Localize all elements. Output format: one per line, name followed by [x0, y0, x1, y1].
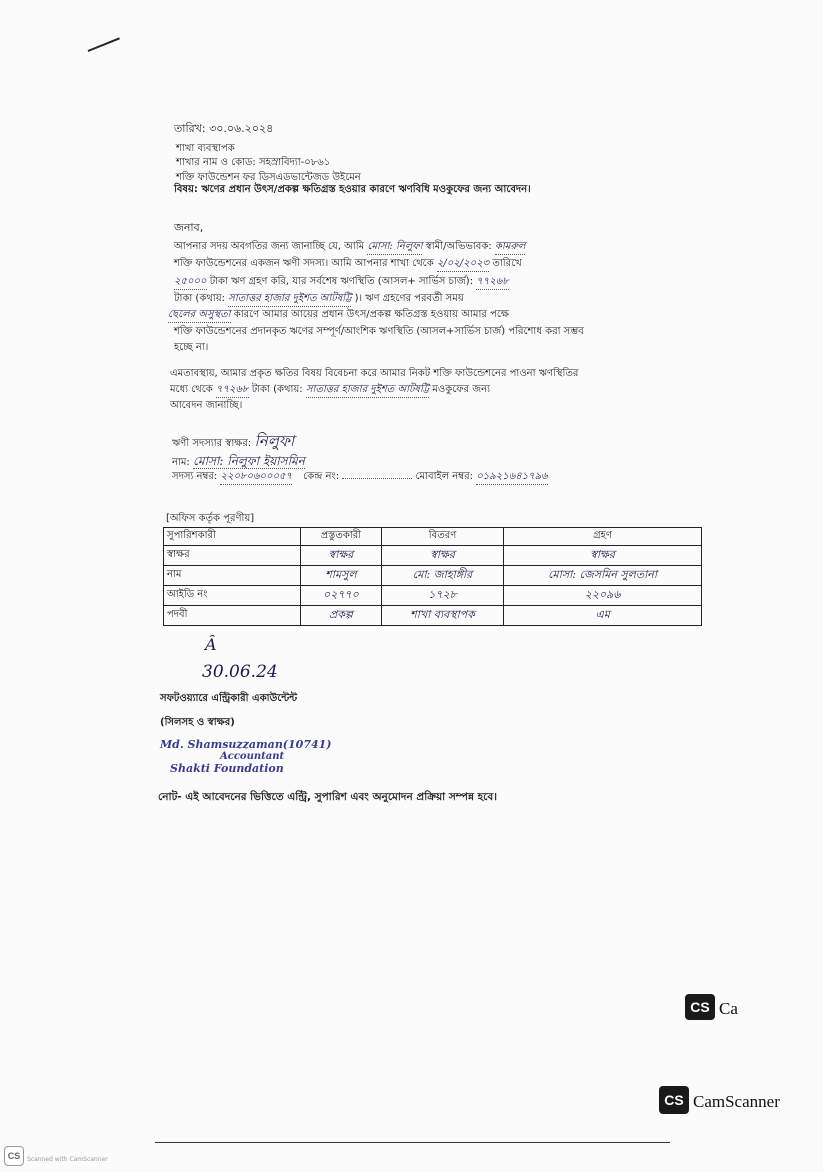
row-label: নাম [164, 566, 301, 586]
para1-line4-b: )। ঋণ গ্রহণের পরবর্তী সময় [354, 293, 464, 304]
table-signature: স্বাক্ষর [504, 546, 702, 566]
para1-line1 [174, 240, 525, 255]
applicant-full-name: মোসা: নিলুফা ইয়াসমিন [192, 454, 305, 468]
office-row-signature [164, 546, 702, 566]
table-cell: ১৭২৮ [381, 586, 503, 606]
accountant-subtitle: (সিলসহ ও স্বাক্ষর) [160, 717, 235, 728]
accountant-stamp-name: Md. Shamsuzzaman(10741) [160, 738, 332, 751]
applicant-id-row [172, 470, 548, 485]
para1-line5 [168, 308, 509, 323]
para1-line4 [174, 292, 464, 307]
note-line: নোট- এই আবেদনের ভিত্তিতে এন্ট্রি, সুপারিশ এবং অনুমোদন প্রক্রিয়া সম্পন্ন হবে। [158, 791, 497, 803]
member-label: সদস্য নম্বর: [172, 471, 218, 482]
waiver-amount-field: ৭৭২৬৮ [216, 383, 249, 398]
loan-amount-field: ২৫০০০ [174, 275, 207, 290]
accountant-date: 30.06.24 [202, 662, 278, 682]
mobile-number: ০১৯২১৬৪১৭৯৬ [476, 470, 547, 485]
office-header-cell: প্রস্তুতকারী [301, 528, 382, 546]
pen-stroke [88, 37, 120, 52]
table-signature: স্বাক্ষর [301, 546, 382, 566]
para2-line1: এমতাবস্থায়, আমার প্রকৃত ক্ষতির বিষয় বিবেচনা করে আমার নিকট শক্তি ফাউন্ডেশনের পাওনা ঋণস্থিতির [170, 368, 579, 379]
bottom-edge-line [155, 1142, 670, 1143]
camscanner-logo-icon: CS [685, 994, 715, 1020]
office-row-name [164, 566, 702, 586]
para1-line2 [174, 257, 522, 272]
para2-line3: আবেদন জানাচ্ছি। [170, 400, 243, 411]
applicant-signature-row [172, 434, 294, 451]
para1-line1-a: আপনার সদয় অবগতির জন্য জানাচ্ছি যে, আমি [174, 241, 365, 252]
waiver-words-field: সাতাত্তর হাজার দুইশত আটষট্টি [306, 383, 429, 398]
date-line: তারিখ: ৩০.০৬.২০২৪ [174, 122, 274, 135]
camscanner-logo-icon: CS [659, 1086, 689, 1114]
center-label: কেন্দ্র নং: [303, 471, 340, 482]
camscanner-corner-text: Scanned with CamScanner [27, 1156, 108, 1163]
foundation-line: শক্তি ফাউন্ডেশন ফর ডিসএডভান্টেজড উইমেন [176, 172, 361, 183]
table-cell: মোসা: জেসমিন সুলতানা [504, 566, 702, 586]
para1-line3 [174, 275, 509, 290]
office-header-cell: বিতরণ [381, 528, 503, 546]
para1-line5-a: কারণে আমার আয়ের প্রধান উৎস/প্রকল্প ক্ষতিগ্রস্ত হওয়ায় আমার পক্ষে [233, 309, 509, 320]
para1-line4-a: টাকা (কথায়: [174, 293, 225, 304]
office-caption: [অফিস কর্তৃক পূরণীয়] [166, 513, 255, 524]
subject-line: বিষয়: ঋণের প্রধান উৎস/প্রকল্প ক্ষতিগ্রস্ত হওয়ার কারণে ঋণবিধি মওকুফের জন্য আবেদন। [174, 184, 531, 195]
para1-line6: শক্তি ফাউন্ডেশনের প্রদানকৃত ঋণের সম্পূর্ণ/আংশিক ঋণস্থিতি (আসল+সার্ভিস চার্জ) পরিশোধ করা সম্ভব [174, 326, 584, 337]
para2-line2 [170, 383, 490, 398]
applicant-signature: নিলুফা [254, 432, 295, 450]
para1-line1-b: স্বামী/অভিভাবক: [425, 241, 492, 252]
applicant-name-row [172, 454, 305, 470]
signature-label: ঋণী সদস্যার স্বাক্ষর: [172, 438, 252, 449]
balance-words-field: সাতাত্তর হাজার দুইশত আটষট্টি [228, 292, 351, 307]
table-cell: মো: জাহাঙ্গীর [381, 566, 503, 586]
camscanner-text: CamScanner [693, 1092, 780, 1111]
reason-field: ছেলের অসুস্থতা [168, 308, 231, 323]
mobile-label: মোবাইল নম্বর: [415, 471, 474, 482]
member-number: ২২০৮০৬০০০৫৭ [220, 470, 292, 485]
manager-line: শাখা ব্যবস্থাপক [176, 143, 235, 154]
balance-field: ৭৭২৬৮ [476, 275, 509, 290]
office-row-id [164, 586, 702, 606]
table-signature: স্বাক্ষর [381, 546, 503, 566]
table-cell: প্রকল্প [301, 606, 382, 626]
para1-line2-b: তারিখে [492, 258, 522, 269]
para1-line7: হচ্ছে না। [174, 342, 209, 353]
table-cell: শাখা ব্যবস্থাপক [381, 606, 503, 626]
para1-line3-a: টাকা ঋণ গ্রহণ করি, যার সর্বশেষ ঋণস্থিতি (আসল+ সার্ভিস চার্জ): [209, 276, 474, 287]
guardian-field: কামরুল [495, 240, 526, 255]
para2-line2-b: টাকা (কথায়: [251, 384, 303, 395]
table-cell: শামসুল [301, 566, 382, 586]
table-cell: এম [504, 606, 702, 626]
para2-line2-c: মওকুফের জন্য [432, 384, 491, 395]
loan-date-field: ২/০২/২০২৩ [437, 257, 489, 272]
center-number-blank [342, 478, 412, 479]
accountant-title: সফটওয়্যারে এন্ট্রিকারী একাউন্টেন্ট [160, 693, 298, 704]
salutation: জনাব, [174, 221, 204, 234]
branch-line: শাখার নাম ও কোড: সহস্রাবিদ্যা-০৮৬১ [176, 157, 331, 168]
office-header-cell: গ্রহণ [504, 528, 702, 546]
accountant-initial: Ȃ [205, 635, 217, 654]
camscanner-corner-icon: CS [4, 1146, 24, 1166]
camscanner-partial-text: Ca [719, 999, 738, 1018]
office-header-cell: সুপারিশকারী [164, 528, 301, 546]
accountant-stamp-org: Shakti Foundation [170, 762, 284, 775]
row-label: আইডি নং [164, 586, 301, 606]
name-label: নাম: [172, 457, 190, 468]
office-header-row [164, 528, 702, 546]
para2-line2-a: মধ্যে থেকে [170, 384, 213, 395]
para1-line2-a: শক্তি ফাউন্ডেশনের একজন ঋণী সদস্য। আমি আপনার শাখা থেকে [174, 258, 434, 269]
table-cell: ০২৭৭০ [301, 586, 382, 606]
office-table [163, 527, 702, 626]
office-row-designation [164, 606, 702, 626]
row-label: পদবী [164, 606, 301, 626]
accountant-stamp-role: Accountant [220, 751, 285, 762]
table-cell: ২২০৯৬ [504, 586, 702, 606]
applicant-name-field: মোসা: নিলুফা [367, 240, 422, 255]
row-label: স্বাক্ষর [164, 546, 301, 566]
